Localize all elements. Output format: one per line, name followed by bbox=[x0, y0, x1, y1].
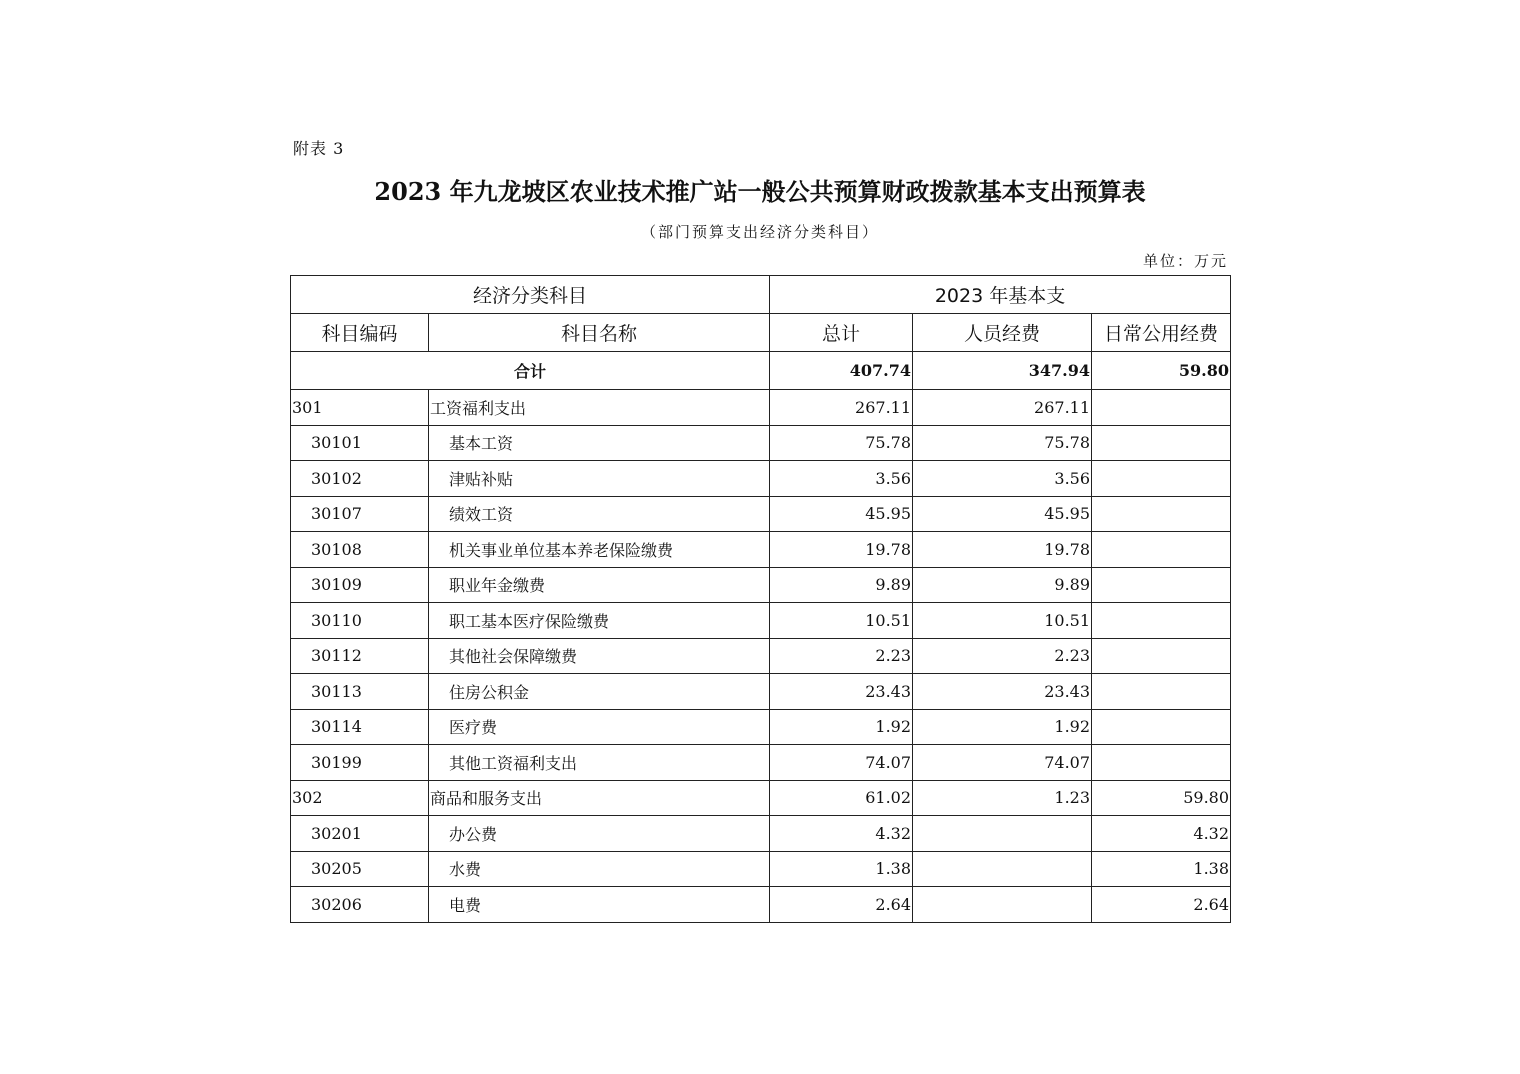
table-row bbox=[291, 496, 1231, 532]
row-code: 30112 bbox=[291, 638, 429, 674]
row-name: 商品和服务支出 bbox=[429, 780, 770, 816]
row-public bbox=[1092, 603, 1231, 639]
row-public bbox=[1092, 674, 1231, 710]
row-name: 住房公积金 bbox=[429, 674, 770, 710]
row-personnel: 19.78 bbox=[913, 532, 1092, 568]
row-personnel bbox=[913, 851, 1092, 887]
total-label: 合计 bbox=[291, 352, 770, 390]
row-public bbox=[1092, 745, 1231, 781]
row-code: 301 bbox=[291, 390, 429, 426]
row-public bbox=[1092, 532, 1231, 568]
total-row bbox=[291, 352, 1231, 390]
econ-class-header: 经济分类科目 bbox=[291, 276, 770, 314]
code-column-header: 科目编码 bbox=[291, 314, 429, 352]
row-name: 水费 bbox=[429, 851, 770, 887]
row-code: 30109 bbox=[291, 567, 429, 603]
row-public: 2.64 bbox=[1092, 887, 1231, 923]
row-public bbox=[1092, 567, 1231, 603]
row-personnel: 1.23 bbox=[913, 780, 1092, 816]
row-personnel: 74.07 bbox=[913, 745, 1092, 781]
row-name: 基本工资 bbox=[429, 425, 770, 461]
row-personnel bbox=[913, 887, 1092, 923]
row-public: 4.32 bbox=[1092, 816, 1231, 852]
row-personnel: 75.78 bbox=[913, 425, 1092, 461]
row-total: 10.51 bbox=[770, 603, 913, 639]
row-total: 61.02 bbox=[770, 780, 913, 816]
table-row bbox=[291, 709, 1231, 745]
total-amount: 407.74 bbox=[770, 352, 913, 390]
row-name: 绩效工资 bbox=[429, 496, 770, 532]
row-public bbox=[1092, 709, 1231, 745]
row-total: 23.43 bbox=[770, 674, 913, 710]
row-code: 30199 bbox=[291, 745, 429, 781]
row-name: 医疗费 bbox=[429, 709, 770, 745]
row-personnel: 267.11 bbox=[913, 390, 1092, 426]
table-row bbox=[291, 461, 1231, 497]
row-total: 75.78 bbox=[770, 425, 913, 461]
row-personnel: 10.51 bbox=[913, 603, 1092, 639]
column-header-row bbox=[291, 314, 1231, 352]
row-name: 办公费 bbox=[429, 816, 770, 852]
row-personnel: 1.92 bbox=[913, 709, 1092, 745]
row-name: 其他社会保障缴费 bbox=[429, 638, 770, 674]
year-basic-header: 2023 年基本支 bbox=[770, 276, 1231, 314]
total-public: 59.80 bbox=[1092, 352, 1231, 390]
table-row bbox=[291, 532, 1231, 568]
budget-table bbox=[290, 275, 1231, 923]
row-name: 工资福利支出 bbox=[429, 390, 770, 426]
row-code: 30113 bbox=[291, 674, 429, 710]
row-personnel bbox=[913, 816, 1092, 852]
group-header-row bbox=[291, 276, 1231, 314]
total-personnel: 347.94 bbox=[913, 352, 1092, 390]
row-name: 津贴补贴 bbox=[429, 461, 770, 497]
table-row bbox=[291, 851, 1231, 887]
table-row bbox=[291, 745, 1231, 781]
total-column-header: 总计 bbox=[770, 314, 913, 352]
row-code: 30110 bbox=[291, 603, 429, 639]
row-public bbox=[1092, 496, 1231, 532]
row-total: 74.07 bbox=[770, 745, 913, 781]
row-public bbox=[1092, 638, 1231, 674]
row-public: 59.80 bbox=[1092, 780, 1231, 816]
document-subtitle: （部门预算支出经济分类科目） bbox=[640, 223, 879, 241]
document-title: 2023 年九龙坡区农业技术推广站一般公共预算财政拨款基本支出预算表 bbox=[374, 177, 1146, 206]
row-total: 267.11 bbox=[770, 390, 913, 426]
row-public bbox=[1092, 390, 1231, 426]
row-name: 职业年金缴费 bbox=[429, 567, 770, 603]
row-code: 30107 bbox=[291, 496, 429, 532]
personnel-column-header: 人员经费 bbox=[913, 314, 1092, 352]
row-total: 1.92 bbox=[770, 709, 913, 745]
table-row bbox=[291, 390, 1231, 426]
row-personnel: 2.23 bbox=[913, 638, 1092, 674]
row-personnel: 45.95 bbox=[913, 496, 1092, 532]
row-name: 机关事业单位基本养老保险缴费 bbox=[429, 532, 770, 568]
row-public: 1.38 bbox=[1092, 851, 1231, 887]
row-total: 9.89 bbox=[770, 567, 913, 603]
row-code: 302 bbox=[291, 780, 429, 816]
row-personnel: 3.56 bbox=[913, 461, 1092, 497]
table-row bbox=[291, 780, 1231, 816]
table-row bbox=[291, 603, 1231, 639]
table-row bbox=[291, 674, 1231, 710]
row-name: 职工基本医疗保险缴费 bbox=[429, 603, 770, 639]
row-total: 2.64 bbox=[770, 887, 913, 923]
name-column-header: 科目名称 bbox=[429, 314, 770, 352]
row-code: 30114 bbox=[291, 709, 429, 745]
row-code: 30206 bbox=[291, 887, 429, 923]
table-row bbox=[291, 638, 1231, 674]
row-personnel: 23.43 bbox=[913, 674, 1092, 710]
row-name: 电费 bbox=[429, 887, 770, 923]
row-code: 30205 bbox=[291, 851, 429, 887]
row-total: 3.56 bbox=[770, 461, 913, 497]
row-total: 4.32 bbox=[770, 816, 913, 852]
appendix-label: 附表 3 bbox=[293, 139, 345, 158]
row-name: 其他工资福利支出 bbox=[429, 745, 770, 781]
table-row bbox=[291, 887, 1231, 923]
row-total: 1.38 bbox=[770, 851, 913, 887]
row-public bbox=[1092, 425, 1231, 461]
row-total: 45.95 bbox=[770, 496, 913, 532]
row-code: 30201 bbox=[291, 816, 429, 852]
row-code: 30101 bbox=[291, 425, 429, 461]
table-row bbox=[291, 567, 1231, 603]
row-total: 2.23 bbox=[770, 638, 913, 674]
row-personnel: 9.89 bbox=[913, 567, 1092, 603]
row-code: 30108 bbox=[291, 532, 429, 568]
table-row bbox=[291, 425, 1231, 461]
unit-label: 单位：万元 bbox=[1142, 252, 1228, 270]
public-column-header: 日常公用经费 bbox=[1092, 314, 1231, 352]
row-code: 30102 bbox=[291, 461, 429, 497]
row-public bbox=[1092, 461, 1231, 497]
table-row bbox=[291, 816, 1231, 852]
row-total: 19.78 bbox=[770, 532, 913, 568]
